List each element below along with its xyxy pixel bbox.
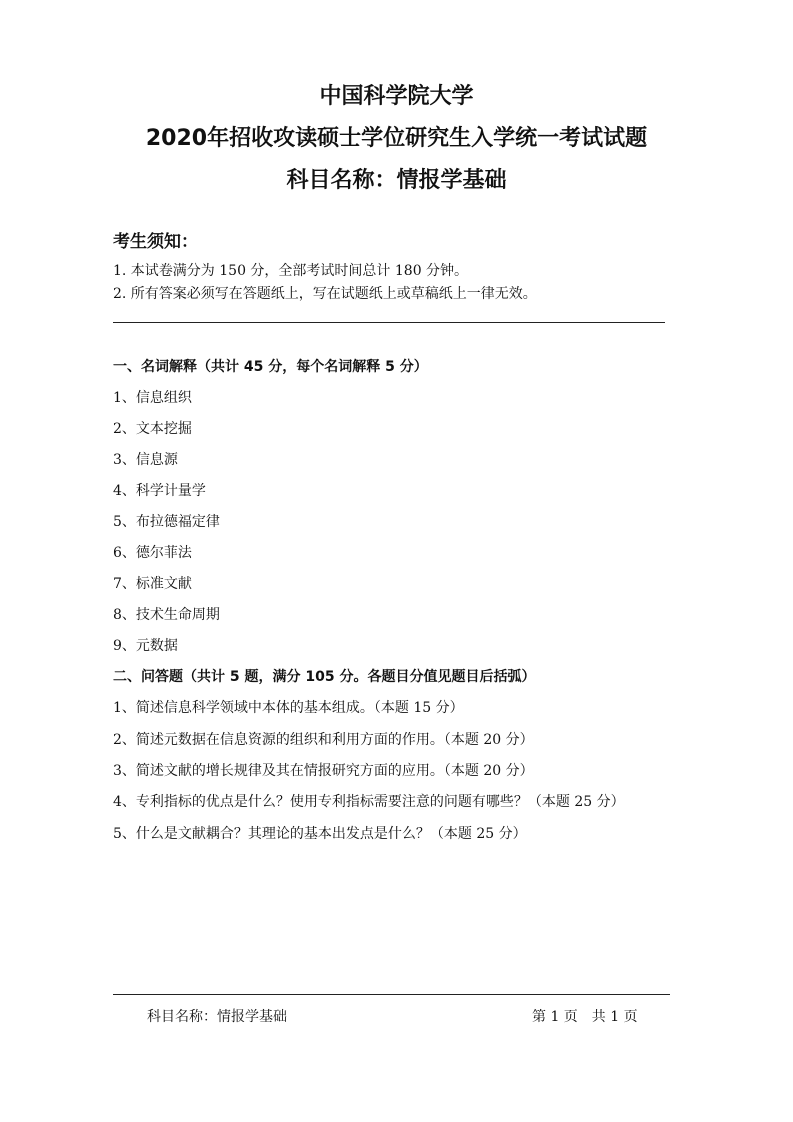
footer-subject: 科目名称：情报学基础 xyxy=(147,1009,287,1025)
term-item: 5、布拉德福定律 xyxy=(113,514,220,530)
divider xyxy=(113,322,665,323)
term-item: 1、信息组织 xyxy=(113,390,192,406)
question-item: 2、简述元数据在信息资源的组织和利用方面的作用。（本题 20 分） xyxy=(113,732,534,748)
term-item: 6、德尔菲法 xyxy=(113,545,192,561)
notice-heading: 考生须知： xyxy=(113,232,198,252)
question-item: 4、专利指标的优点是什么？使用专利指标需要注意的问题有哪些？（本题 25 分） xyxy=(113,794,625,810)
notice-item: 2. 所有答案必须写在答题纸上，写在试题纸上或草稿纸上一律无效。 xyxy=(113,286,537,302)
notice-item: 1. 本试卷满分为 150 分，全部考试时间总计 180 分钟。 xyxy=(113,263,469,279)
term-item: 9、元数据 xyxy=(113,638,178,654)
term-item: 7、标准文献 xyxy=(113,576,192,592)
question-item: 3、简述文献的增长规律及其在情报研究方面的应用。（本题 20 分） xyxy=(113,763,534,779)
section1-heading: 一、名词解释（共计 45 分，每个名词解释 5 分） xyxy=(113,359,428,375)
exam-title: 2020年招收攻读硕士学位研究生入学统一考试试题 xyxy=(145,126,648,151)
term-item: 8、技术生命周期 xyxy=(113,607,220,623)
university-title: 中国科学院大学 xyxy=(319,84,474,109)
question-item: 5、什么是文献耦合？其理论的基本出发点是什么？（本题 25 分） xyxy=(113,826,527,842)
subject-title: 科目名称：情报学基础 xyxy=(286,168,507,193)
term-item: 3、信息源 xyxy=(113,452,178,468)
footer-page: 第 1 页 共 1 页 xyxy=(532,1009,638,1025)
term-item: 2、文本挖掘 xyxy=(113,421,192,437)
question-item: 1、简述信息科学领域中本体的基本组成。（本题 15 分） xyxy=(113,700,464,716)
footer-divider xyxy=(113,994,670,995)
term-item: 4、科学计量学 xyxy=(113,483,206,499)
section2-heading: 二、问答题（共计 5 题，满分 105 分。各题目分值见题目后括弧） xyxy=(113,669,536,685)
